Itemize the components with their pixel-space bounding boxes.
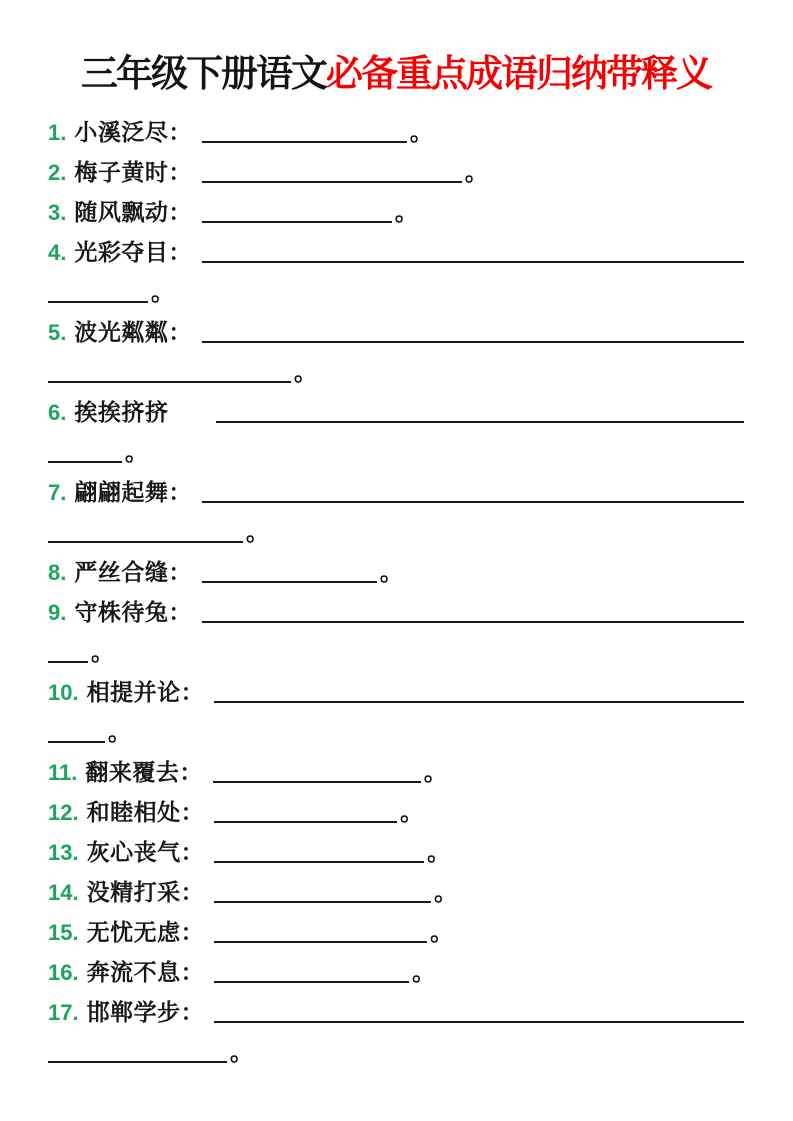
idiom-phrase: 梅子黄时：	[74, 159, 192, 185]
item-number: 5.	[48, 320, 67, 345]
idiom-phrase: 灰心丧气：	[86, 839, 205, 865]
answer-blank	[202, 181, 462, 183]
period-mark: 。	[423, 759, 447, 785]
answer-blank	[202, 501, 744, 503]
item-number: 2.	[48, 160, 67, 185]
idiom-phrase: 严丝合缝：	[74, 559, 192, 585]
answer-blank	[214, 941, 427, 943]
answer-blank	[202, 581, 377, 583]
idiom-item-continuation	[48, 712, 744, 752]
idiom-item	[48, 832, 744, 872]
idiom-item-continuation	[48, 432, 744, 472]
item-number: 6.	[48, 400, 67, 425]
period-mark: 。	[409, 119, 433, 145]
period-mark: 。	[230, 1039, 253, 1065]
answer-blank	[202, 141, 407, 143]
idiom-item	[48, 192, 744, 232]
period-mark: 。	[430, 919, 454, 945]
answer-blank	[213, 781, 421, 783]
idiom-phrase: 没精打采：	[86, 879, 205, 905]
answer-blank	[214, 901, 431, 903]
idiom-phrase: 邯郸学步：	[86, 999, 205, 1025]
item-number: 7.	[48, 480, 67, 505]
item-number: 10.	[48, 680, 79, 705]
idiom-phrase: 守株待兔：	[74, 599, 192, 625]
idiom-item	[48, 312, 744, 352]
period-mark: 。	[151, 279, 174, 305]
item-number: 15.	[48, 920, 79, 945]
item-number: 13.	[48, 840, 79, 865]
idiom-list	[48, 112, 744, 1072]
answer-blank	[48, 1061, 227, 1063]
idiom-item-continuation	[48, 1032, 744, 1072]
item-number: 8.	[48, 560, 67, 585]
idiom-item	[48, 152, 744, 192]
idiom-item	[48, 392, 744, 432]
item-number: 11.	[48, 760, 78, 785]
period-mark: 。	[108, 719, 131, 745]
period-mark: 。	[400, 799, 424, 825]
answer-blank	[214, 1021, 744, 1023]
idiom-item	[48, 232, 744, 272]
idiom-item-continuation	[48, 352, 744, 392]
answer-blank	[214, 981, 409, 983]
idiom-phrase: 小溪泛尽：	[74, 119, 192, 145]
idiom-phrase: 翩翩起舞：	[74, 479, 192, 505]
idiom-item	[48, 952, 744, 992]
idiom-phrase: 相提并论：	[86, 679, 205, 705]
period-mark: 。	[464, 159, 488, 185]
answer-blank	[48, 541, 243, 543]
answer-blank	[48, 461, 122, 463]
period-mark: 。	[394, 199, 418, 225]
idiom-item-continuation	[48, 632, 744, 672]
answer-blank	[202, 341, 744, 343]
item-number: 12.	[48, 800, 79, 825]
item-number: 4.	[48, 240, 67, 265]
answer-blank	[48, 301, 148, 303]
idiom-item	[48, 912, 744, 952]
idiom-phrase: 光彩夺目：	[74, 239, 192, 265]
idiom-phrase: 无忧无虑：	[86, 919, 205, 945]
item-number: 3.	[48, 200, 67, 225]
period-mark: 。	[91, 639, 114, 665]
item-number: 14.	[48, 880, 79, 905]
idiom-phrase: 奔流不息：	[86, 959, 205, 985]
period-mark: 。	[246, 519, 269, 545]
period-mark: 。	[125, 439, 148, 465]
answer-blank	[48, 661, 88, 663]
idiom-item	[48, 472, 744, 512]
period-mark: 。	[412, 959, 436, 985]
answer-blank	[214, 861, 424, 863]
period-mark: 。	[294, 359, 317, 385]
idiom-phrase: 波光粼粼：	[74, 319, 192, 345]
idiom-item-continuation	[48, 272, 744, 312]
item-number: 9.	[48, 600, 67, 625]
item-number: 16.	[48, 960, 79, 985]
idiom-item	[48, 552, 744, 592]
idiom-item	[48, 672, 744, 712]
idiom-phrase: 翻来覆去：	[85, 759, 203, 785]
period-mark: 。	[427, 839, 451, 865]
item-number: 1.	[48, 120, 67, 145]
idiom-item	[48, 592, 744, 632]
idiom-item	[48, 992, 744, 1032]
answer-blank	[48, 381, 291, 383]
answer-blank	[202, 221, 392, 223]
idiom-item	[48, 792, 744, 832]
idiom-item	[48, 872, 744, 912]
page-title-black-part: 三年级下册语文	[81, 53, 326, 94]
answer-blank	[214, 701, 744, 703]
idiom-phrase: 和睦相处：	[86, 799, 205, 825]
answer-blank	[48, 741, 105, 743]
idiom-item	[48, 752, 744, 792]
answer-blank	[202, 621, 744, 623]
period-mark: 。	[434, 879, 458, 905]
page-title	[48, 0, 744, 96]
idiom-item	[48, 112, 744, 152]
idiom-phrase: 挨挨挤挤	[74, 399, 169, 425]
idiom-item-continuation	[48, 512, 744, 552]
idiom-phrase: 随风飘动：	[74, 199, 192, 225]
answer-blank	[202, 261, 744, 263]
period-mark: 。	[379, 559, 403, 585]
item-number: 17.	[48, 1000, 79, 1025]
answer-blank	[216, 421, 744, 423]
answer-blank	[214, 821, 397, 823]
page-title-red-part: 必备重点成语归纳带释义	[326, 53, 711, 94]
